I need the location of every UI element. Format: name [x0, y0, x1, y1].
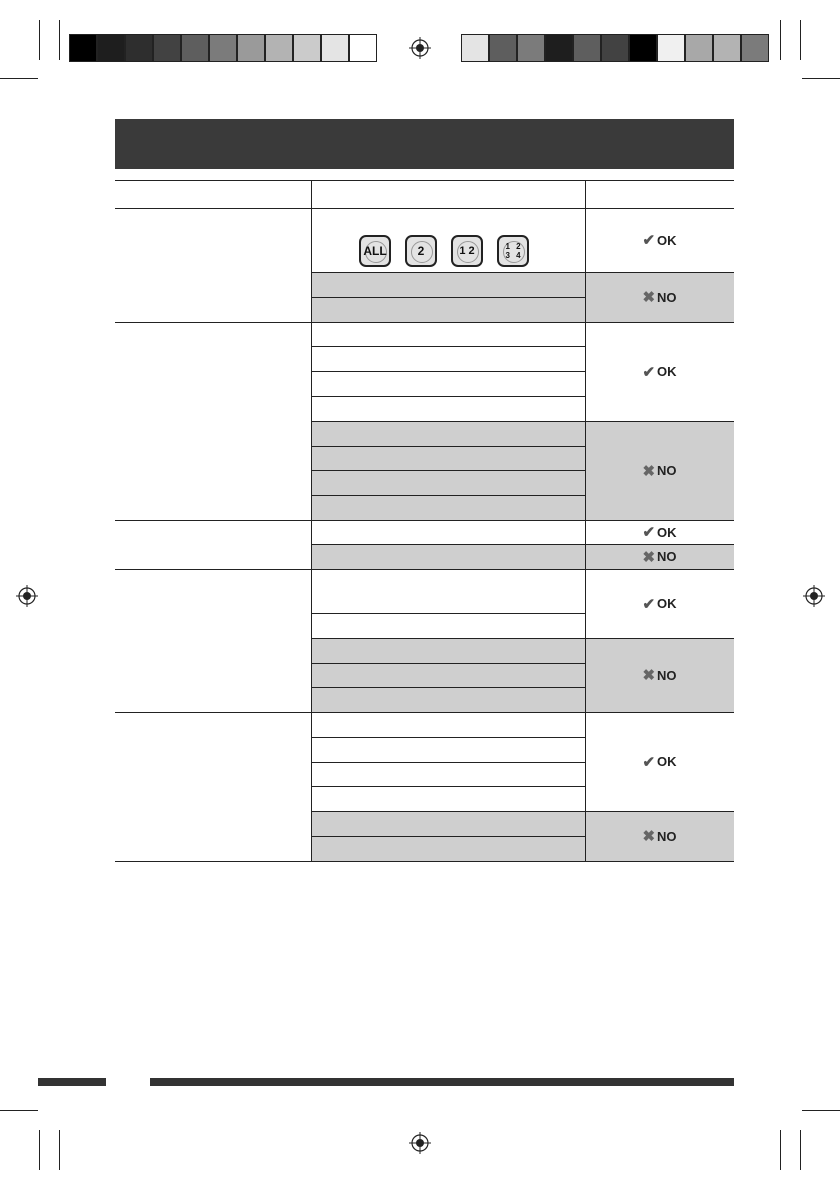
- registration-mark-icon: [409, 1132, 431, 1154]
- calibration-swatch: [657, 34, 685, 62]
- cross-icon: ✖: [642, 828, 656, 845]
- region-1-2-3-4-icon: 1 2 3 4: [497, 235, 529, 267]
- check-icon: ✔: [642, 363, 656, 381]
- calibration-swatch: [125, 34, 153, 62]
- section-header-bar: [115, 119, 734, 169]
- cross-icon: ✖: [642, 289, 656, 306]
- calibration-swatch: [97, 34, 125, 62]
- calibration-swatch: [573, 34, 601, 62]
- calibration-swatch: [517, 34, 545, 62]
- calibration-swatch: [685, 34, 713, 62]
- calibration-swatch: [237, 34, 265, 62]
- calibration-swatch: [265, 34, 293, 62]
- region-1-2-icon: 1 2: [451, 235, 483, 267]
- page-footer-bar: [150, 1078, 734, 1086]
- status-no: ✖ NO: [642, 667, 677, 684]
- check-icon: ✔: [642, 232, 656, 249]
- cross-icon: ✖: [642, 548, 656, 566]
- calibration-swatch: [713, 34, 741, 62]
- table-row-unsupported: [311, 638, 585, 712]
- calibration-swatch: [741, 34, 769, 62]
- calibration-swatch: [601, 34, 629, 62]
- calibration-swatch: [489, 34, 517, 62]
- status-no: ✖ NO: [642, 548, 677, 566]
- check-icon: ✔: [642, 524, 656, 541]
- status-ok: ✔ OK: [642, 232, 677, 249]
- status-no: ✖ NO: [642, 462, 677, 480]
- cross-icon: ✖: [642, 667, 656, 684]
- region-all-icon: ALL: [359, 235, 391, 267]
- status-ok: ✔ OK: [642, 753, 677, 771]
- calibration-swatch: [321, 34, 349, 62]
- registration-mark-icon: [16, 585, 38, 607]
- registration-mark-icon: [803, 585, 825, 607]
- status-no: ✖ NO: [642, 828, 677, 845]
- region-code-icons: [359, 235, 531, 269]
- calibration-swatch: [461, 34, 489, 62]
- page-footer-bar-left: [38, 1078, 106, 1086]
- registration-mark-icon: [409, 37, 431, 59]
- calibration-swatch: [293, 34, 321, 62]
- cross-icon: ✖: [642, 462, 656, 480]
- calibration-swatch: [153, 34, 181, 62]
- calibration-swatch: [349, 34, 377, 62]
- status-ok: ✔ OK: [642, 595, 677, 613]
- calibration-swatch: [69, 34, 97, 62]
- calibration-swatch: [181, 34, 209, 62]
- check-icon: ✔: [642, 753, 656, 771]
- region-2-icon: 2: [405, 235, 437, 267]
- status-no: ✖ NO: [642, 289, 677, 306]
- calibration-swatch: [545, 34, 573, 62]
- calibration-swatch: [209, 34, 237, 62]
- check-icon: ✔: [642, 595, 656, 613]
- calibration-swatch: [629, 34, 657, 62]
- status-ok: ✔ OK: [642, 524, 677, 541]
- status-ok: ✔ OK: [642, 363, 677, 381]
